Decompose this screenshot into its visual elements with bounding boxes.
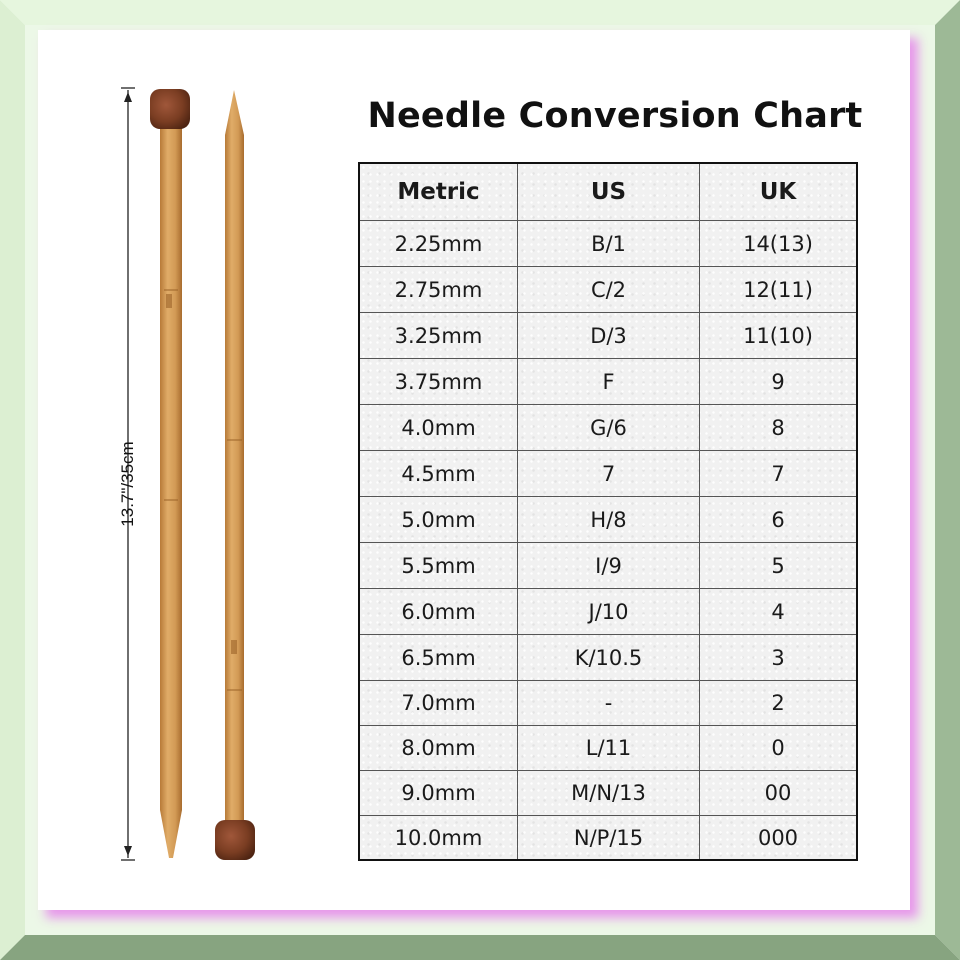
cell-uk: 0	[771, 736, 785, 760]
needles-illustration	[0, 0, 330, 960]
cell-metric: 8.0mm	[360, 726, 518, 770]
cell-us: M/N/13	[518, 771, 700, 815]
cell-uk: 12(11)	[743, 277, 813, 302]
needle-left	[150, 89, 190, 858]
cell-uk: 4	[771, 599, 785, 624]
cell-uk: 8	[771, 415, 785, 440]
cell-uk: 2	[771, 691, 785, 715]
cell-metric: 4.5mm	[360, 451, 518, 496]
cell-us: G/6	[518, 405, 700, 450]
table-row	[360, 450, 856, 496]
length-label: 13.7"/35cm	[118, 441, 137, 527]
table-row	[360, 588, 856, 634]
cell-uk: 00	[764, 781, 792, 805]
needles-svg	[0, 0, 330, 960]
cell-us: 7	[518, 451, 700, 496]
table-row	[360, 358, 856, 404]
cell-uk: 11(10)	[743, 323, 813, 348]
cell-uk: 7	[771, 461, 785, 486]
cell-uk: 5	[771, 553, 785, 578]
header-metric: Metric	[360, 164, 518, 220]
cell-metric: 2.25mm	[360, 221, 518, 266]
table-row	[360, 542, 856, 588]
cell-metric: 2.75mm	[360, 267, 518, 312]
needle-right	[215, 90, 255, 860]
header-us: US	[518, 164, 700, 220]
cell-uk: 000	[757, 825, 799, 850]
table-row	[360, 634, 856, 680]
table-row	[360, 404, 856, 450]
cell-metric: 6.0mm	[360, 589, 518, 634]
cell-us: H/8	[518, 497, 700, 542]
cell-metric: 3.25mm	[360, 313, 518, 358]
cell-us: C/2	[518, 267, 700, 312]
table-row	[360, 220, 856, 266]
cell-metric: 6.5mm	[360, 635, 518, 680]
cell-us: J/10	[518, 589, 700, 634]
cell-us: L/11	[518, 726, 700, 770]
table-row	[360, 496, 856, 542]
cell-uk: 9	[771, 369, 785, 394]
header-uk: UK	[759, 179, 797, 205]
chart-title: Needle Conversion Chart	[367, 96, 863, 136]
cell-us: -	[518, 681, 700, 725]
table-header-row	[360, 164, 856, 220]
cell-us: K/10.5	[518, 635, 700, 680]
table-row	[360, 770, 856, 815]
table-row	[360, 680, 856, 725]
table-row	[360, 266, 856, 312]
cell-metric: 9.0mm	[360, 771, 518, 815]
cell-metric: 5.5mm	[360, 543, 518, 588]
cell-uk: 3	[771, 645, 785, 670]
cell-uk: 6	[771, 507, 785, 532]
table-row	[360, 312, 856, 358]
cell-us: N/P/15	[518, 816, 700, 859]
table-row	[360, 815, 856, 859]
cell-metric: 4.0mm	[360, 405, 518, 450]
cell-us: B/1	[518, 221, 700, 266]
cell-us: I/9	[518, 543, 700, 588]
conversion-table	[358, 162, 858, 861]
table-row	[360, 725, 856, 770]
cell-metric: 7.0mm	[360, 681, 518, 725]
cell-us: F	[518, 359, 700, 404]
cell-uk: 14(13)	[743, 231, 813, 256]
cell-metric: 3.75mm	[360, 359, 518, 404]
cell-metric: 10.0mm	[360, 816, 518, 859]
cell-metric: 5.0mm	[360, 497, 518, 542]
cell-us: D/3	[518, 313, 700, 358]
